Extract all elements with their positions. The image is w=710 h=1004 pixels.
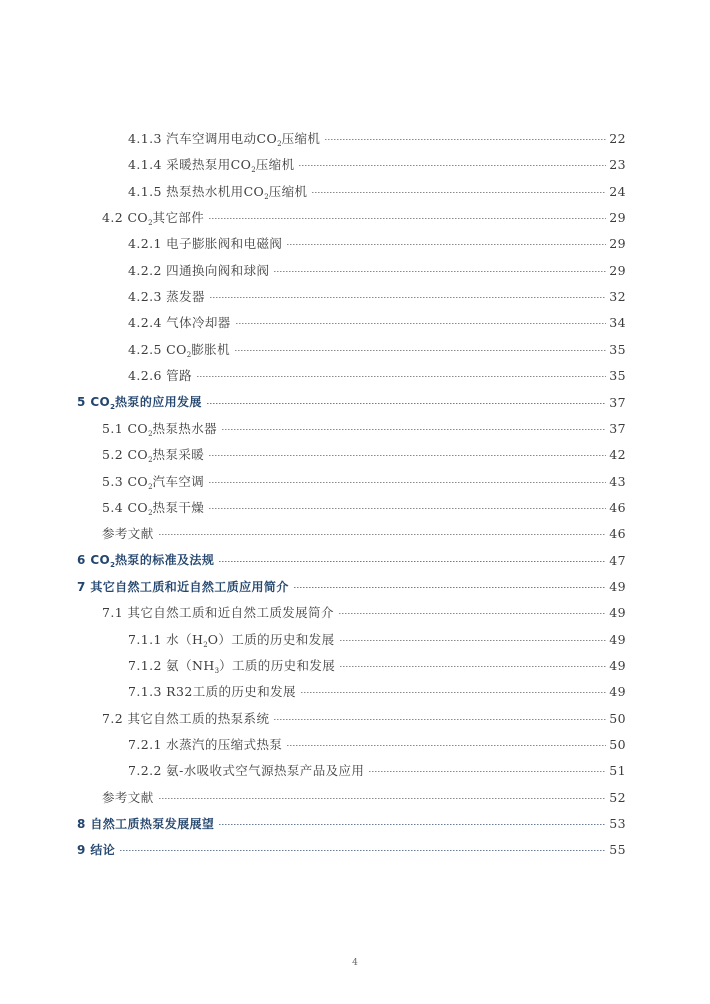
toc-entry[interactable] xyxy=(128,260,626,280)
toc-entry-page: 50 xyxy=(609,736,626,752)
toc-entry-page: 29 xyxy=(609,235,626,251)
toc-entry-title: 参考文献 xyxy=(102,790,154,805)
toc-entry-page: 24 xyxy=(609,183,626,199)
page-number: 4 xyxy=(352,958,358,968)
toc-entry-title: 8 自然工质热泵发展展望 xyxy=(77,816,215,831)
toc-entry[interactable] xyxy=(77,813,626,833)
toc-entry[interactable] xyxy=(102,471,626,491)
dot-leader xyxy=(339,613,606,614)
toc-entry-title: 7.2 其它自然工质的热泵系统 xyxy=(102,711,270,726)
toc-entry[interactable] xyxy=(102,523,626,543)
toc-entry-page: 42 xyxy=(609,446,626,462)
toc-entry-page: 46 xyxy=(609,525,626,541)
toc-entry-page: 47 xyxy=(609,552,626,568)
toc-entry[interactable] xyxy=(102,444,626,464)
toc-entry[interactable] xyxy=(102,787,626,807)
toc-entry-title: 7.1.1 水$(H_2O)$工质的历史和发展 xyxy=(128,631,335,649)
toc-entry[interactable] xyxy=(128,339,626,359)
toc-entry-page: 49 xyxy=(609,604,626,620)
dot-leader xyxy=(274,719,606,720)
toc-entry[interactable] xyxy=(128,154,626,174)
dot-leader xyxy=(159,534,607,535)
toc-entry-page: 32 xyxy=(609,288,626,304)
dot-leader xyxy=(210,297,606,298)
toc-entry-page: 29 xyxy=(609,209,626,225)
toc-entry[interactable] xyxy=(128,629,626,649)
dot-leader xyxy=(209,455,606,456)
toc-entry-title: 7.1.3 R32工质的历史和发展 xyxy=(128,684,296,699)
toc-entry-title: 4.2.1 电子膨胀阀和电磁阀 xyxy=(128,236,283,251)
dot-leader xyxy=(299,165,606,166)
toc-entry[interactable] xyxy=(102,497,626,517)
toc-entry-title: 4.2.4 气体冷却器 xyxy=(128,315,231,330)
toc-entry[interactable] xyxy=(77,392,626,412)
toc-entry-page: 49 xyxy=(609,683,626,699)
toc-entry-title: 5.4 $CO_2$热泵干燥 xyxy=(102,499,205,517)
toc-entry-page: 53 xyxy=(609,815,626,831)
toc-entry-title: 4.2.2 四通换向阀和球阀 xyxy=(128,263,270,278)
toc-entry-title: 5.3 $CO_2$汽车空调 xyxy=(102,473,205,491)
toc-entry-title: 5.2 $CO_2$热泵采暖 xyxy=(102,446,205,464)
toc-entry[interactable] xyxy=(77,839,626,859)
dot-leader xyxy=(209,218,606,219)
toc-entry[interactable] xyxy=(128,760,626,780)
dot-leader xyxy=(369,771,606,772)
toc-entry[interactable] xyxy=(128,181,626,201)
dot-leader xyxy=(287,244,606,245)
toc-entry-page: 51 xyxy=(609,762,626,778)
dot-leader xyxy=(301,692,606,693)
toc-entry-page: 35 xyxy=(609,367,626,383)
toc-entry[interactable] xyxy=(128,681,626,701)
toc-entry-title: 7.2.2 氨-水吸收式空气源热泵产品及应用 xyxy=(128,763,365,778)
toc-entry[interactable] xyxy=(128,286,626,306)
toc-entry-title: 4.2.5 $CO_2$膨胀机 xyxy=(128,341,230,359)
dot-leader xyxy=(235,350,606,351)
toc-entry-page: 46 xyxy=(609,499,626,515)
toc-entry[interactable] xyxy=(102,602,626,622)
toc-entry[interactable] xyxy=(128,233,626,253)
toc-entry-page: 23 xyxy=(609,156,626,172)
dot-leader xyxy=(219,824,606,825)
dot-leader xyxy=(197,376,606,377)
dot-leader xyxy=(340,666,606,667)
toc-entry-title: 4.2 $CO_2$其它部件 xyxy=(102,209,205,227)
toc-entry[interactable] xyxy=(102,207,626,227)
toc-entry-title: 4.1.5 热泵热水机用$CO_2$压缩机 xyxy=(128,183,308,201)
toc-entry[interactable] xyxy=(128,734,626,754)
toc-entry[interactable] xyxy=(128,312,626,332)
toc-entry[interactable] xyxy=(102,418,626,438)
toc-entry-title: 参考文献 xyxy=(102,526,154,541)
dot-leader xyxy=(207,403,606,404)
toc-entry-title: 4.2.3 蒸发器 xyxy=(128,289,205,304)
dot-leader xyxy=(120,850,606,851)
toc-entry-page: 49 xyxy=(609,631,626,647)
dot-leader xyxy=(312,192,606,193)
toc-entry-page: 49 xyxy=(609,578,626,594)
toc-entry[interactable] xyxy=(102,708,626,728)
toc-entry-page: 49 xyxy=(609,657,626,673)
dot-leader xyxy=(340,640,607,641)
dot-leader xyxy=(209,508,606,509)
toc-entry-title: 5.1 $CO_2$热泵热水器 xyxy=(102,420,218,438)
toc-entry-page: 55 xyxy=(609,841,626,857)
toc-entry[interactable] xyxy=(77,576,626,596)
toc-entry-page: 37 xyxy=(609,394,626,410)
toc-entry[interactable] xyxy=(128,128,626,148)
dot-leader xyxy=(287,745,606,746)
toc-entry-title: 7.1.2 氨$(NH_3)$工质的历史和发展 xyxy=(128,657,336,675)
toc-entry-title: 5 $CO_2$热泵的应用发展 xyxy=(77,395,202,411)
dot-leader xyxy=(222,429,606,430)
toc-entry[interactable] xyxy=(128,655,626,675)
dot-leader xyxy=(209,482,606,483)
dot-leader xyxy=(274,271,606,272)
dot-leader xyxy=(159,798,607,799)
toc-entry-page: 29 xyxy=(609,262,626,278)
toc-entry-page: 37 xyxy=(609,420,626,436)
toc-entry-page: 43 xyxy=(609,473,626,489)
toc-entry[interactable] xyxy=(77,550,626,570)
toc-entry-page: 50 xyxy=(609,710,626,726)
toc-entry-title: 4.1.4 采暖热泵用$CO_2$压缩机 xyxy=(128,156,295,174)
dot-leader xyxy=(236,323,607,324)
toc-entry-title: 7.2.1 水蒸汽的压缩式热泵 xyxy=(128,737,283,752)
toc-entry-page: 52 xyxy=(609,789,626,805)
toc-entry[interactable] xyxy=(128,365,626,385)
toc-entry-title: 9 结论 xyxy=(77,842,116,857)
toc-entry-page: 22 xyxy=(609,130,626,146)
toc-entry-page: 34 xyxy=(609,314,626,330)
toc-entry-title: 6 $CO_2$热泵的标准及法规 xyxy=(77,553,215,569)
dot-leader xyxy=(219,561,606,562)
dot-leader xyxy=(325,139,606,140)
toc-entry-page: 35 xyxy=(609,341,626,357)
toc-entry-title: 4.1.3 汽车空调用电动$CO_2$压缩机 xyxy=(128,130,321,148)
toc-entry-title: 7 其它自然工质和近自然工质应用简介 xyxy=(77,579,289,594)
toc-entry-title: 4.2.6 管路 xyxy=(128,368,192,383)
toc-entry-title: 7.1 其它自然工质和近自然工质发展简介 xyxy=(102,605,334,620)
dot-leader xyxy=(294,587,607,588)
